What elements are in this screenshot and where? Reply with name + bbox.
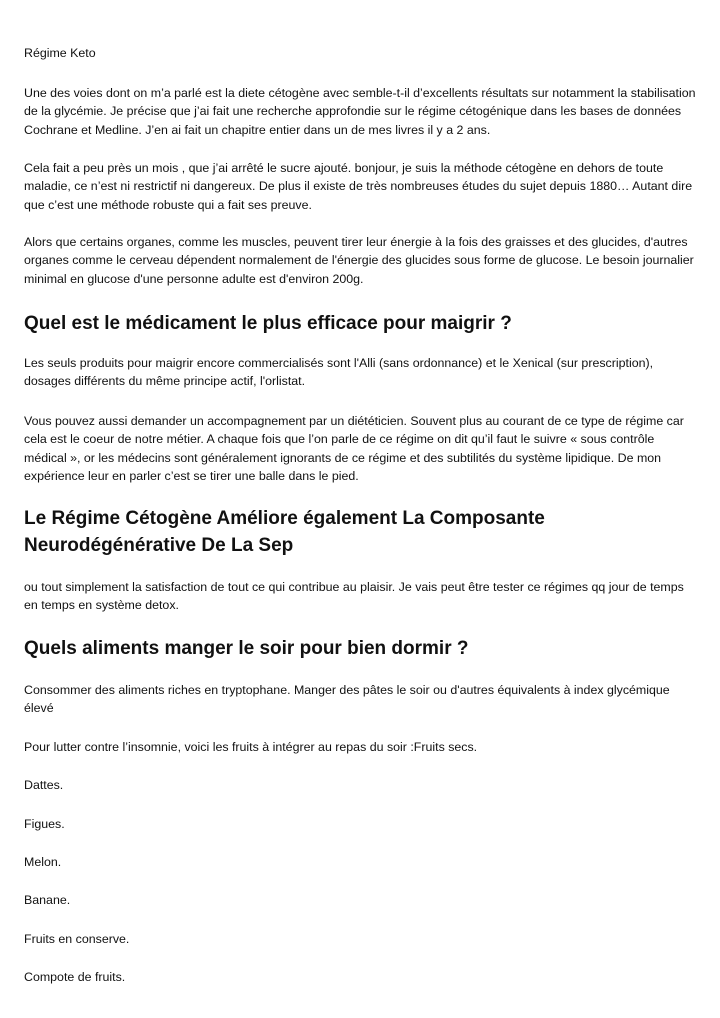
- heading-soir-dormir: Quels aliments manger le soir pour bien dormir ?: [24, 638, 469, 659]
- list-item-fruit: Dattes.: [24, 778, 64, 792]
- paragraph-insomnie: Pour lutter contre l’insomnie, voici les fruits à intégrer au repas du soir :Fruits secs.: [24, 740, 478, 754]
- paragraph-sugar-stop: Cela fait a peu près un mois , que j’ai arrêté le sucre ajouté. bonjour, je suis la méthode cétogène en dehors de toute maladie, ce n’est ni restrictif ni dangereux. De plus il existe de très nombreuses études du sujet depuis 1880… Autant dire que c’est une méthode robuste qui a fait ses preuve.: [24, 161, 693, 212]
- list-item-fruit: Melon.: [24, 855, 62, 869]
- paragraph-keto-research: Une des voies dont on m’a parlé est la diete cétogène avec semble-t-il d’excellents résultats sur notamment la stabilisation de la glycémie. Je précise que j’ai fait une recherche approfondie sur le régime cétogénique dans les bases de données Cochrane et Medline. J’en ai fait un chapitre entier dans un de mes livres il y a 2 ans.: [24, 86, 696, 137]
- list-item-fruit: Fruits en conserve.: [24, 932, 130, 946]
- paragraph-tryptophane: Consommer des aliments riches en tryptophane. Manger des pâtes le soir ou d'autres équivalents à index glycémique élevé: [24, 683, 670, 716]
- paragraph-products: Les seuls produits pour maigrir encore commercialisés sont l'Alli (sans ordonnance) et le Xenical (sur prescription), dosages différents du même principe actif, l'orlistat.: [24, 356, 654, 389]
- paragraph-dietitian: Vous pouvez aussi demander un accompagnement par un diététicien. Souvent plus au courant de ce type de régime car cela est le coeur de notre métier. A chaque fois que l’on parle de ce régime on dit qu’il faut le suivre « sous contrôle médical », or les médecins sont généralement ignorants de ce régime et des subtilités du système lipidique. De mon expérience leur en parler c’est se tirer une balle dans le pied.: [24, 414, 684, 484]
- paragraph-organs-energy: Alors que certains organes, comme les muscles, peuvent tirer leur énergie à la fois des graisses et des glucides, d'autres organes comme le cerveau dépendent normalement de l'énergie des glucides sous forme de glucose. Le besoin journalier minimal en glucose d'une personne adulte est d'environ 200g.: [24, 235, 694, 286]
- list-item-fruit: Figues.: [24, 817, 65, 831]
- heading-medicament: Quel est le médicament le plus efficace pour maigrir ?: [24, 313, 512, 334]
- heading-cetogene-sep: Le Régime Cétogène Améliore également La Composante Neurodégénérative De La Sep: [24, 508, 545, 556]
- paragraph-satisfaction: ou tout simplement la satisfaction de tout ce qui contribue au plaisir. Je vais peut être tester ce régimes qq jour de temps en temps en système detox.: [24, 580, 684, 613]
- document-title: Régime Keto: [24, 46, 96, 60]
- list-item-fruit: Banane.: [24, 893, 71, 907]
- list-item-fruit: Compote de fruits.: [24, 970, 126, 984]
